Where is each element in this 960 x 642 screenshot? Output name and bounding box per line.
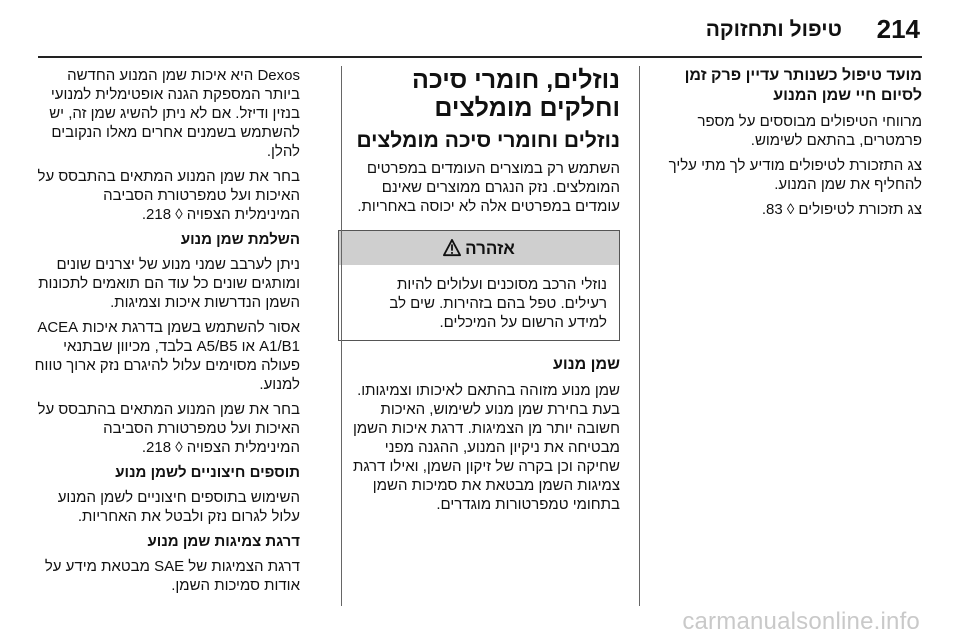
- warning-text: נוזלי הרכב מסוכנים ועלולים להיות רעילים. טפל בהם בזהירות. שים לב למידע הרשום על המיכלים.: [389, 276, 607, 331]
- column-fluids: [338, 66, 620, 520]
- fluids-intro: השתמש רק במוצרים העומדים במפרטים המומלצים. נזק הנגרם ממוצרים שאינם עומדים במפרטים אלה לא יכוסה באחריות.: [357, 160, 620, 215]
- forbidden-oil-text: אסור להשתמש בשמן בדרגת איכות ACEA A1/B1 או A5/B5 בלבד, מכיוון שבתנאי פעולה מסוימים עלול להיגרם נזק ארוך טווח למנוע.: [34, 319, 300, 393]
- choose-oil-text-2: [32, 400, 300, 457]
- dexos-text: Dexos היא איכות שמן המנוע החדשה ביותר המספקת הגנה אופטימלית למנועי בנזין ודיזל. אם לא ניתן להשיג שמן זה, יש להשתמש בשמנים אחרים מאלו הנקובים להלן.: [49, 67, 300, 160]
- cross-reference: המינימלית הצפויה ◊ 218.: [141, 206, 300, 223]
- section-title: טיפול ותחזוקה: [705, 18, 842, 41]
- warning-header: [339, 231, 619, 265]
- additives-text: השימוש בתוספים חיצוניים לשמן המנוע עלול לגרום נזק ולבטל את האחריות.: [57, 489, 300, 525]
- choose-oil-text: [32, 167, 300, 224]
- heading-viscosity: דרגת צמיגות שמן מנוע: [147, 533, 300, 550]
- page-number: 214: [876, 14, 920, 44]
- heading-fluids-lubricants: נוזלים וחומרי סיכה מומלצים: [356, 129, 620, 152]
- page-header: [0, 0, 960, 52]
- column-divider: [639, 66, 640, 606]
- heading-additives: תוספים חיצוניים לשמן מנוע: [115, 464, 300, 481]
- warning-title: אזהרה: [465, 238, 515, 258]
- header-rule: [38, 56, 922, 58]
- column-engine-oil: [32, 66, 300, 601]
- heading-engine-oil: שמן מנוע: [552, 356, 620, 373]
- service-interval-para-2: צג התזכורת לטיפולים מודיע לך מתי עליך להחליף את שמן המנוע.: [668, 157, 922, 193]
- heading-service-interval: מועד טיפול כשנותר עדיין פרק זמן לסיום חיי שמן המנוע: [684, 67, 922, 104]
- topping-up-text: ניתן לערבב שמני מנוע של יצרנים שונים ומותגים שונים כל עוד הם תואמים לתכונות השמן הנדרשות איכות וצמיגות.: [38, 256, 300, 311]
- warning-box: [338, 230, 620, 341]
- watermark-text: carmanualsonline.info: [682, 608, 920, 635]
- heading-fluids-parts: נוזלים, חומרי סיכה וחלקים מומלצים: [411, 66, 620, 122]
- engine-oil-text: שמן מנוע מזוהה בהתאם לאיכותו וצמיגותו. בעת בחירת שמן מנוע לשימוש, האיכות חשובה יותר מן הצמיגות. דרגת איכות השמן מבטיחה את ניקיון המנוע, ההגנה מפני שחיקה וכן בקרה של זיקון השמן, ואילו דרגת צמיגות השמן מבטאת את סמיכות השמן בתחומי טמפרטורות מוגדרים.: [352, 382, 620, 513]
- viscosity-text: דרגת הצמיגות של SAE מבטאת מידע על אודות סמיכות השמן.: [44, 558, 300, 594]
- choose-oil-body: בחר את שמן המנוע המתאים בהתבסס על האיכות ועל טמפרטורת הסביבה: [37, 168, 300, 204]
- service-interval-para-1: מרווחי הטיפולים מבוססים על מספר פרמטרים, בהתאם לשימוש.: [697, 113, 922, 149]
- service-interval-para-3: צג תזכורת לטיפולים ◊ 83.: [761, 201, 922, 218]
- column-service-interval: [642, 66, 922, 225]
- heading-topping-up: השלמת שמן מנוע: [180, 231, 300, 248]
- column-divider: [341, 66, 342, 606]
- warning-triangle-icon: [443, 239, 461, 257]
- choose-oil-body-2: בחר את שמן המנוע המתאים בהתבסס על האיכות ועל טמפרטורת הסביבה: [37, 401, 300, 437]
- cross-reference-2: המינימלית הצפויה ◊ 218.: [141, 439, 300, 456]
